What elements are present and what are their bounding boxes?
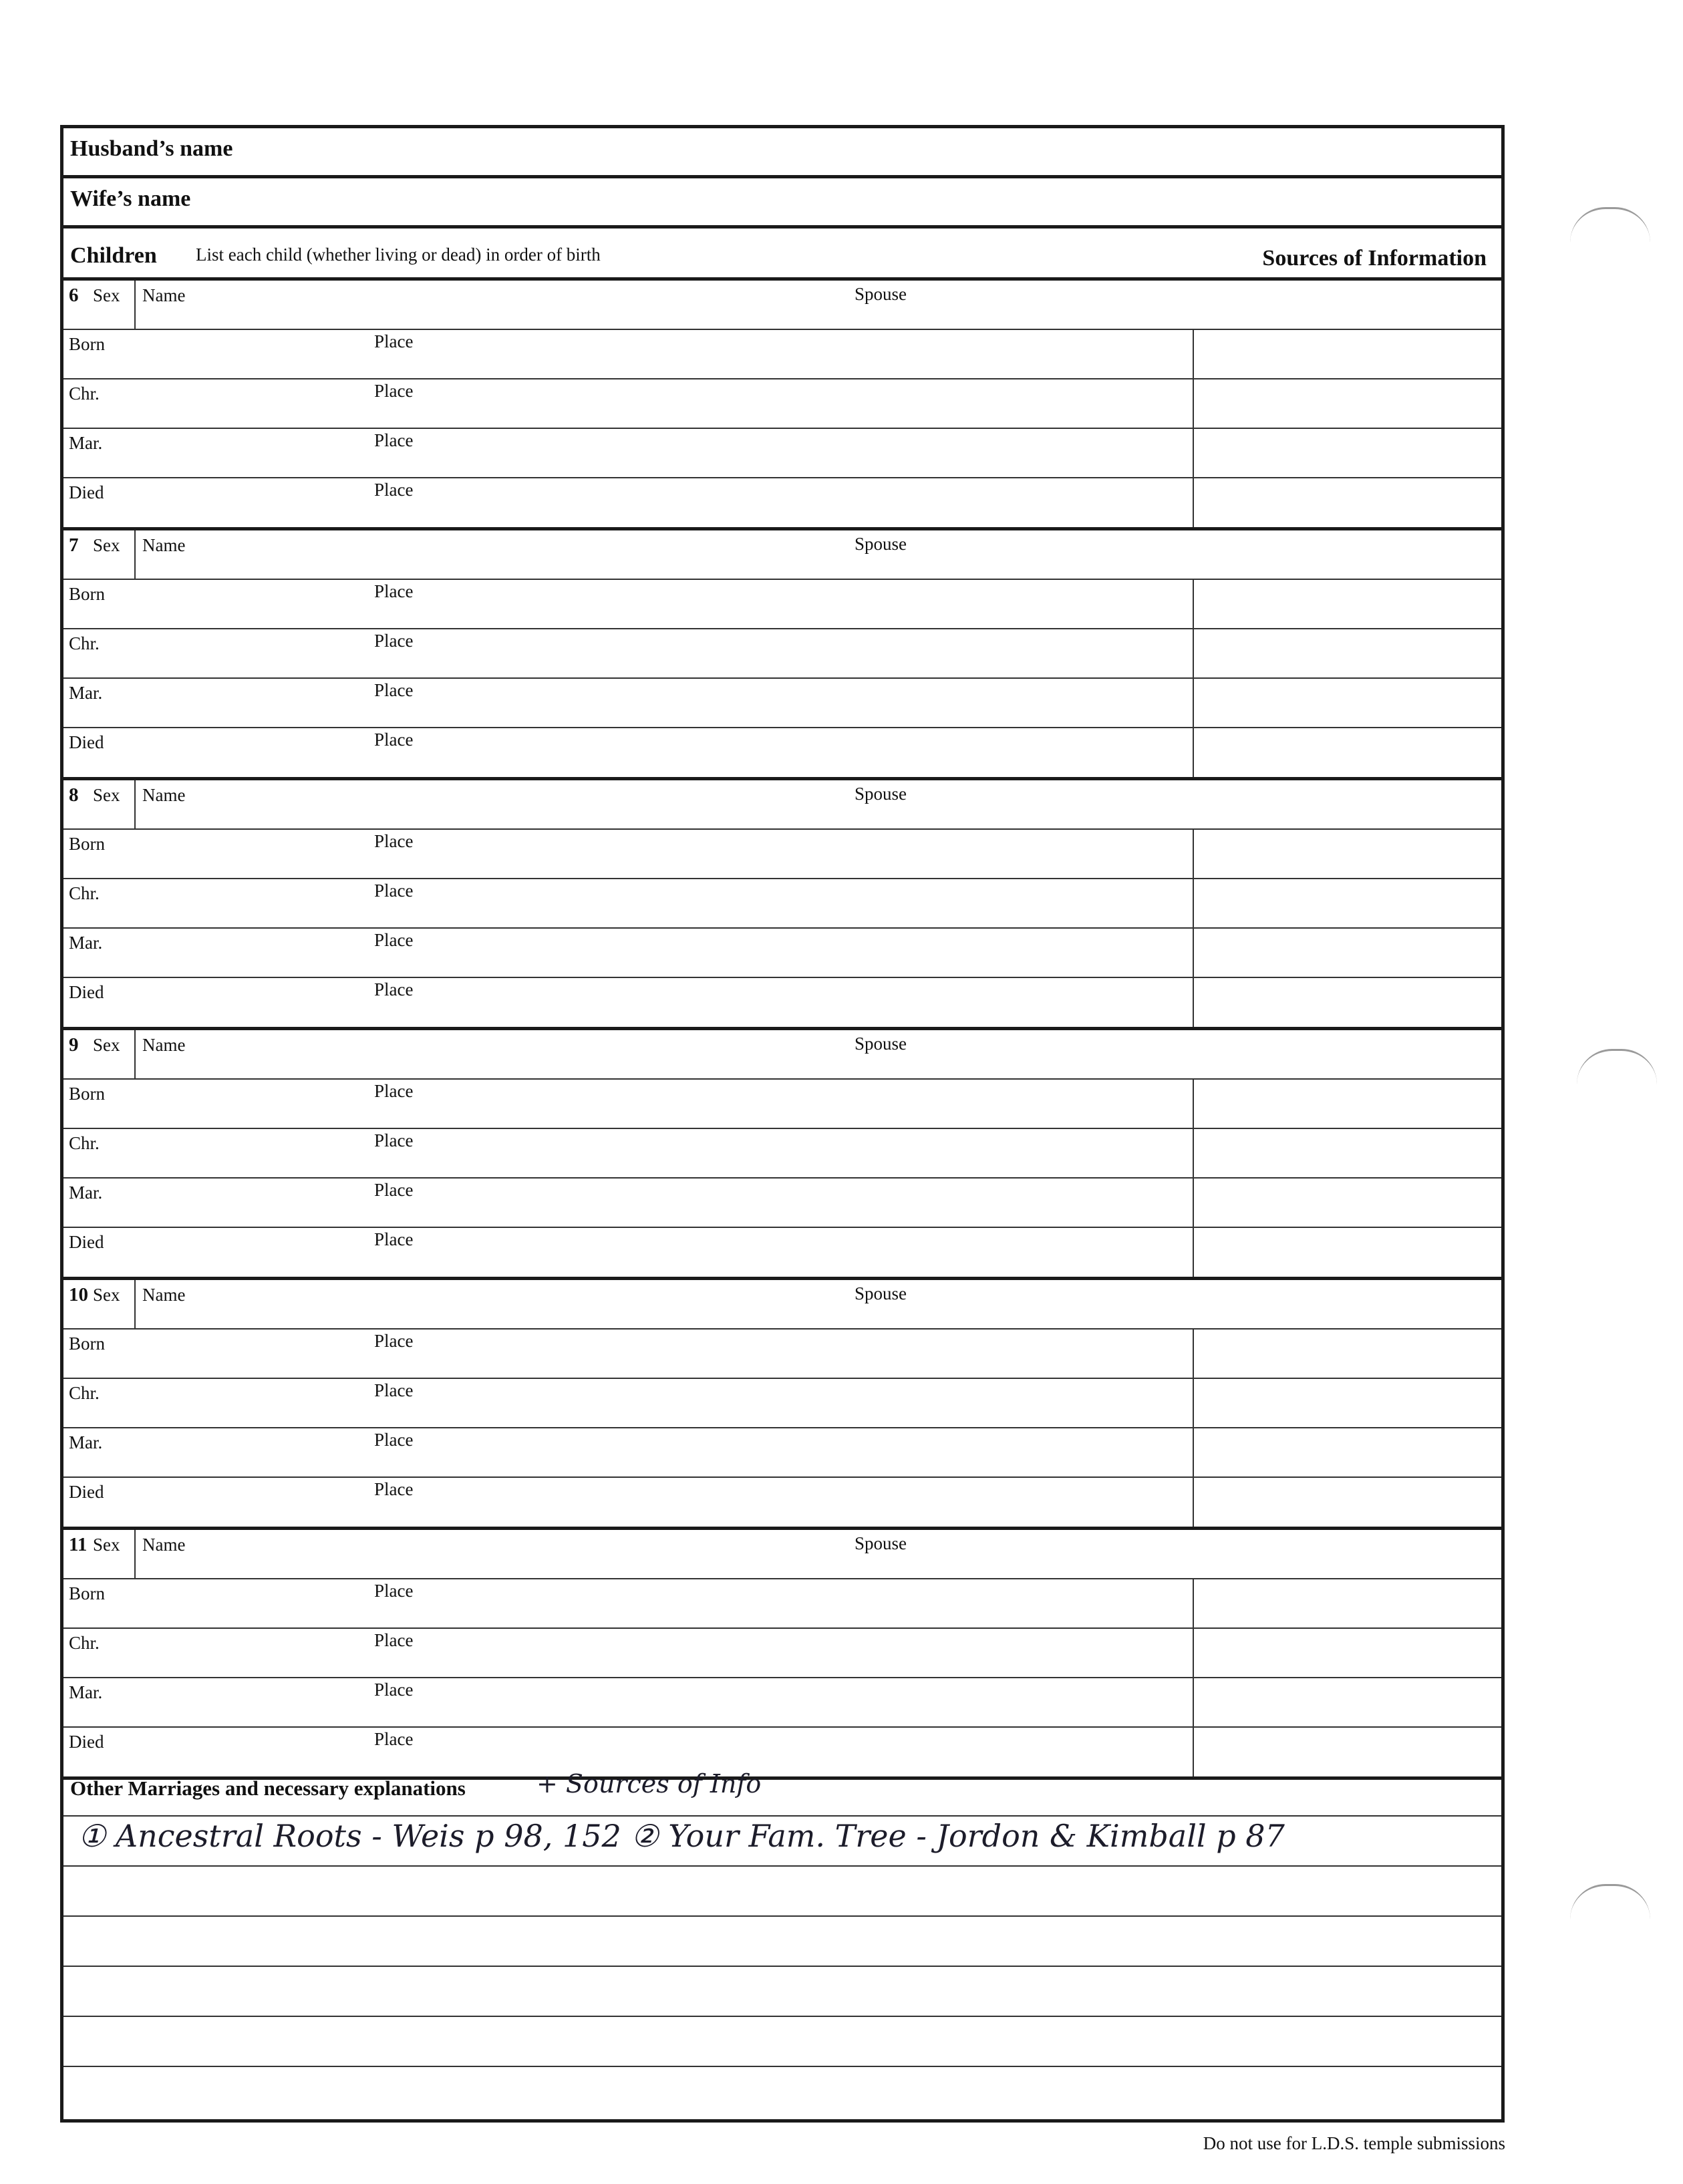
spouse-label: Spouse [855, 1034, 907, 1054]
wife-name-label: Wife’s name [70, 186, 191, 211]
born-label: Born [69, 1084, 105, 1104]
place-label: Place [374, 331, 414, 351]
place-label: Place [374, 1130, 414, 1150]
died-label: Died [69, 1232, 104, 1252]
binder-hole-top [1570, 207, 1650, 243]
born-label: Born [69, 1334, 105, 1354]
place-label: Place [374, 1229, 414, 1249]
place-label: Place [374, 979, 414, 999]
child-name-row[interactable] [63, 1530, 1501, 1579]
born-label: Born [69, 334, 105, 354]
place-label: Place [374, 1380, 414, 1400]
child-name-row[interactable] [63, 780, 1501, 830]
born-label: Born [69, 834, 105, 854]
christened-row[interactable] [63, 379, 1501, 429]
place-label: Place [374, 381, 414, 401]
christened-label: Chr. [69, 633, 100, 653]
child-block [63, 530, 1501, 780]
sources-column-divider [1193, 1080, 1194, 1277]
place-label: Place [374, 480, 414, 500]
place-label: Place [374, 881, 414, 901]
married-label: Mar. [69, 933, 103, 953]
christened-row[interactable] [63, 629, 1501, 679]
other-marriages-title: Other Marriages and necessary explanations [70, 1776, 466, 1800]
child-block [63, 780, 1501, 1030]
died-label: Died [69, 982, 104, 1002]
notes-line[interactable] [63, 2067, 1501, 2117]
died-label: Died [69, 732, 104, 752]
born-label: Born [69, 1583, 105, 1603]
child-block [63, 281, 1501, 530]
child-number: 8 [69, 784, 79, 806]
sex-label: Sex [93, 535, 120, 555]
sex-label: Sex [93, 1035, 120, 1055]
spouse-label: Spouse [855, 784, 907, 804]
child-name-row[interactable] [63, 530, 1501, 580]
married-label: Mar. [69, 1682, 103, 1702]
child-sex-cell[interactable] [63, 1030, 136, 1080]
name-label: Name [142, 785, 186, 805]
married-row[interactable] [63, 429, 1501, 478]
died-row[interactable] [63, 478, 1501, 528]
child-sex-cell[interactable] [63, 780, 136, 830]
child-number: 9 [69, 1034, 79, 1056]
place-label: Place [374, 1479, 414, 1499]
children-title: Children [70, 243, 157, 268]
child-block [63, 1530, 1501, 1780]
child-number: 6 [69, 285, 79, 306]
married-row[interactable] [63, 1428, 1501, 1478]
christened-row[interactable] [63, 1379, 1501, 1428]
sources-column-divider [1193, 1579, 1194, 1776]
footer-note: Do not use for L.D.S. temple submissions [1203, 2133, 1505, 2153]
sex-label: Sex [93, 1535, 120, 1555]
born-row[interactable] [63, 1330, 1501, 1379]
wife-row [63, 178, 1501, 228]
child-block [63, 1030, 1501, 1280]
place-label: Place [374, 1680, 414, 1700]
christened-label: Chr. [69, 383, 100, 404]
died-label: Died [69, 1482, 104, 1502]
place-label: Place [374, 430, 414, 450]
married-row[interactable] [63, 679, 1501, 728]
sex-label: Sex [93, 785, 120, 805]
place-label: Place [374, 1729, 414, 1749]
born-row[interactable] [63, 580, 1501, 629]
other-marriages-header [63, 1768, 1501, 1817]
child-block [63, 1280, 1501, 1530]
husband-name-label: Husband’s name [70, 136, 233, 161]
handwritten-sources-title: + Sources of Info [537, 1769, 762, 1799]
name-label: Name [142, 1535, 186, 1555]
christened-row[interactable] [63, 1129, 1501, 1179]
child-sex-cell[interactable] [63, 1530, 136, 1579]
sources-column-divider [1193, 580, 1194, 777]
christened-label: Chr. [69, 1383, 100, 1403]
notes-line[interactable] [63, 1867, 1501, 1917]
married-label: Mar. [69, 683, 103, 703]
place-label: Place [374, 1430, 414, 1450]
binder-hole-bottom [1570, 1884, 1650, 1919]
christened-label: Chr. [69, 883, 100, 903]
child-name-row[interactable] [63, 1030, 1501, 1080]
died-label: Died [69, 1732, 104, 1752]
child-number: 10 [69, 1284, 88, 1305]
husband-row [63, 128, 1501, 178]
place-label: Place [374, 1331, 414, 1351]
notes-line[interactable] [63, 1967, 1501, 2017]
born-row[interactable] [63, 1080, 1501, 1129]
died-row[interactable] [63, 728, 1501, 778]
married-label: Mar. [69, 1183, 103, 1203]
notes-line[interactable] [63, 1817, 1501, 1867]
child-sex-cell[interactable] [63, 530, 136, 580]
place-label: Place [374, 730, 414, 750]
born-row[interactable] [63, 1579, 1501, 1629]
married-row[interactable] [63, 929, 1501, 978]
notes-line[interactable] [63, 2017, 1501, 2067]
place-label: Place [374, 631, 414, 651]
child-name-row[interactable] [63, 1280, 1501, 1330]
married-label: Mar. [69, 1432, 103, 1452]
handwritten-note: ① Ancestral Roots - Weis p 98, 152 ② Your Fam. Tree - Jordon & Kimball p 87 [78, 1818, 1285, 1854]
married-row[interactable] [63, 1179, 1501, 1228]
christened-label: Chr. [69, 1633, 100, 1653]
binder-hole-middle [1577, 1049, 1657, 1084]
christened-row[interactable] [63, 1629, 1501, 1678]
christened-label: Chr. [69, 1133, 100, 1153]
notes-line[interactable] [63, 1917, 1501, 1967]
died-row[interactable] [63, 1228, 1501, 1277]
sources-column-divider [1193, 1330, 1194, 1527]
sex-label: Sex [93, 1285, 120, 1305]
place-label: Place [374, 1581, 414, 1601]
died-row[interactable] [63, 1478, 1501, 1527]
child-name-row[interactable] [63, 281, 1501, 330]
sex-label: Sex [93, 285, 120, 305]
sources-of-information-label: Sources of Information [1262, 246, 1487, 271]
child-number: 7 [69, 534, 79, 556]
married-label: Mar. [69, 433, 103, 453]
family-group-sheet [60, 125, 1505, 2123]
died-row[interactable] [63, 978, 1501, 1028]
place-label: Place [374, 680, 414, 700]
children-instruction: List each child (whether living or dead) in order of birth [196, 245, 601, 265]
born-row[interactable] [63, 330, 1501, 379]
born-row[interactable] [63, 830, 1501, 879]
spouse-label: Spouse [855, 1533, 907, 1553]
place-label: Place [374, 1081, 414, 1101]
married-row[interactable] [63, 1678, 1501, 1728]
place-label: Place [374, 831, 414, 851]
child-sex-cell[interactable] [63, 1280, 136, 1330]
place-label: Place [374, 1180, 414, 1200]
born-label: Born [69, 584, 105, 604]
name-label: Name [142, 1035, 186, 1055]
died-label: Died [69, 482, 104, 502]
name-label: Name [142, 1285, 186, 1305]
sources-column-divider [1193, 830, 1194, 1027]
name-label: Name [142, 285, 186, 305]
place-label: Place [374, 581, 414, 601]
spouse-label: Spouse [855, 534, 907, 554]
name-label: Name [142, 535, 186, 555]
child-sex-cell[interactable] [63, 281, 136, 330]
christened-row[interactable] [63, 879, 1501, 929]
place-label: Place [374, 930, 414, 950]
sources-column-divider [1193, 330, 1194, 527]
spouse-label: Spouse [855, 1283, 907, 1303]
place-label: Place [374, 1630, 414, 1650]
children-header [63, 228, 1501, 281]
child-number: 11 [69, 1534, 88, 1555]
spouse-label: Spouse [855, 284, 907, 304]
